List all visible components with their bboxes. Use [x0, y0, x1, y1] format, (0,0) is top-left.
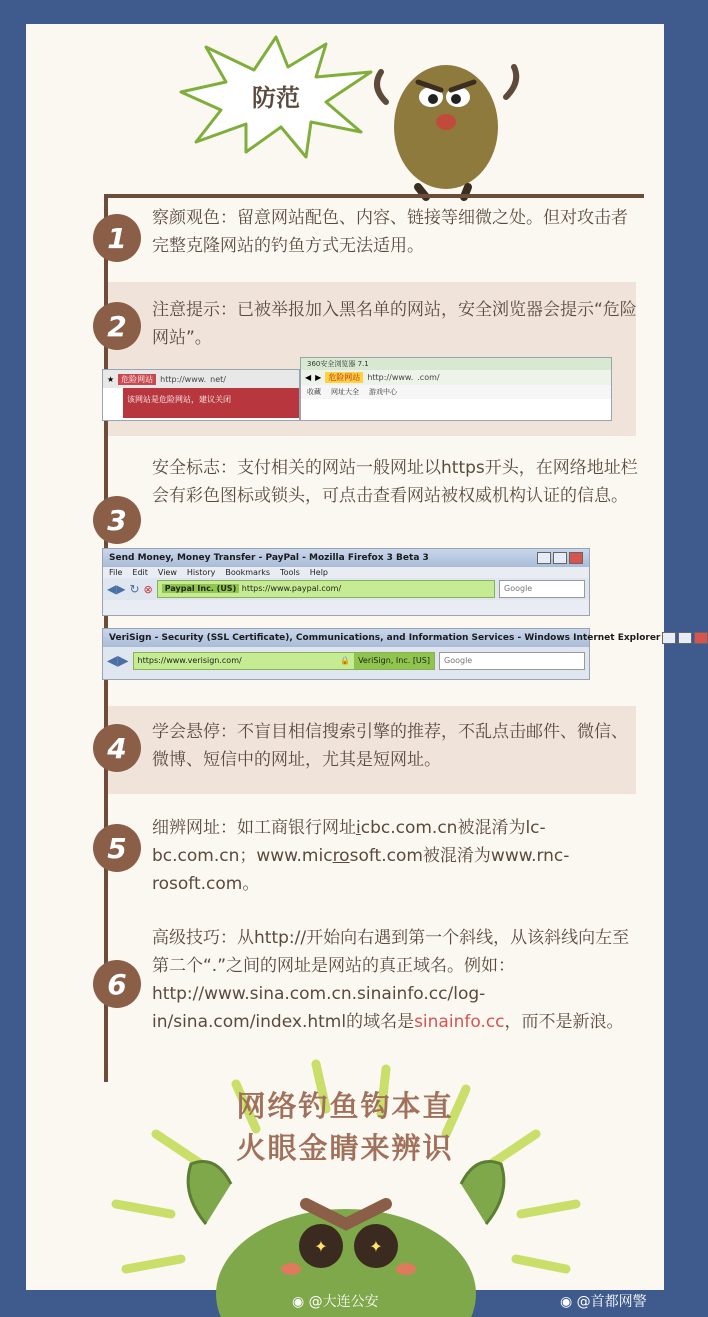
- verisign-address-bar: [133, 652, 435, 670]
- tip5-part-4: soft.com被混淆为www.rnc-rosoft.com。: [152, 846, 570, 894]
- reload-icon: ↻: [129, 582, 140, 596]
- star-icon: ★: [107, 374, 115, 384]
- tip6-suffix: ，而不是新浪。: [504, 1012, 624, 1032]
- slogan-line-2: 火眼金睛来辨识: [236, 1131, 454, 1165]
- back-forward-icon: ◀▶: [107, 582, 126, 596]
- menu-item-4: Bookmarks: [225, 568, 271, 577]
- browser-warning-right: [300, 357, 612, 421]
- close-icon-2: [694, 632, 708, 644]
- danger-warning: 该网站是危险网站，建议关闭: [123, 388, 299, 418]
- tip-number-3: 3: [93, 496, 141, 544]
- paypal-url: https://www.paypal.com/: [241, 584, 342, 593]
- verisign-search: Google: [439, 652, 585, 670]
- tip-text-1: 察颜观色：留意网站配色、内容、链接等细微之处。但对攻击者完整克隆网站的钓鱼方式无法适用。: [152, 208, 628, 256]
- minimize-icon: [537, 552, 551, 564]
- menu-item-3: History: [186, 568, 216, 577]
- watermark-left-text: @大连公安: [308, 1294, 379, 1310]
- lock-icon: 🔒: [340, 656, 351, 665]
- paypal-menu: [103, 567, 589, 578]
- tip5-underline-2: ro: [332, 846, 350, 866]
- close-icon: [569, 552, 583, 564]
- danger-tab-label: 危险网站: [118, 374, 156, 385]
- watermark-left: [292, 1291, 379, 1311]
- right-title: 360安全浏览器 7.1: [301, 358, 611, 370]
- timeline-top: [104, 194, 644, 198]
- maximize-icon: [553, 552, 567, 564]
- tip-number-1: 1: [93, 214, 141, 262]
- tip-text-2: 注意提示：已被举报加入黑名单的网站，安全浏览器会提示“危险网站”。: [152, 300, 637, 348]
- tip6-prefix: 高级技巧：从http://开始向右遇到第一个斜线，从该斜线向左至第二个“.”之间的网址是网站的真正域名。例如：http://www.sina.com.cn.sinainfo.cc/log-in/sina.com/index.html的域名是: [152, 928, 630, 1032]
- right-url: http://www.: [367, 373, 414, 382]
- tip5-underline-1: i: [356, 818, 361, 838]
- slogan-line-1: 网络钓鱼钩本直: [236, 1089, 454, 1123]
- paypal-title: Send Money, Money Transfer - PayPal - Mozilla Firefox 3 Beta 3: [109, 553, 429, 563]
- mascot-illustration: [356, 42, 526, 197]
- tip5-prefix: 细辨网址：如工商银行网址: [152, 818, 356, 838]
- menu-item-0: File: [109, 568, 123, 577]
- tip-number-6: 6: [93, 960, 141, 1008]
- weibo-icon-2: ◉: [560, 1294, 573, 1310]
- menu-item-5: Tools: [280, 568, 300, 577]
- tip-text-4: 学会悬停：不盲目相信搜索引擎的推荐，不乱点击邮件、微信、微博、短信中的网址，尤其是短网址。: [152, 722, 628, 770]
- verisign-url: https://www.verisign.com/: [137, 656, 242, 665]
- svg-text:✦: ✦: [369, 1237, 383, 1256]
- tip-text-6: [152, 924, 638, 1036]
- menu-item-6: Help: [309, 568, 329, 577]
- ie-nav-icon: ◀▶: [107, 653, 129, 669]
- fav-2: 网址大全: [331, 388, 359, 396]
- watermark-right-text: @首都网警: [576, 1294, 647, 1310]
- tip-number-2: 2: [93, 302, 141, 350]
- left-url-end: net/: [210, 374, 226, 384]
- paypal-address-bar: [157, 580, 495, 598]
- verisign-title: VeriSign - Security (SSL Certificate), Communications, and Information Services - Windows Internet Explorer: [109, 633, 661, 643]
- tip-text-5: [152, 814, 638, 898]
- svg-text:✦: ✦: [314, 1237, 328, 1256]
- verisign-browser: [102, 628, 661, 680]
- tip-number-5: 5: [93, 824, 141, 872]
- tip6-highlight: sinainfo.cc: [414, 1012, 505, 1032]
- tip-text-3: 安全标志：支付相关的网站一般网址以https开头，在网络地址栏会有彩色图标或锁头，可点击查看网站被权威机构认证的信息。: [152, 458, 638, 506]
- fav-1: 收藏: [307, 388, 321, 396]
- header-title: 防范: [252, 84, 300, 112]
- menu-item-1: Edit: [132, 568, 148, 577]
- minimize-icon-2: [662, 632, 676, 644]
- left-url: http://www.: [160, 374, 207, 384]
- maximize-icon-2: [678, 632, 692, 644]
- back-icon: ◀: [305, 373, 312, 382]
- tip5-part-2: cbc.com.cn被混淆为lc-bc.com.cn；www.mic: [152, 818, 546, 866]
- poster: [26, 24, 664, 1290]
- paypal-id-badge: Paypal Inc. (US): [162, 584, 239, 593]
- right-danger-tab: 危险网站: [325, 372, 363, 383]
- stop-icon: ⊗: [143, 582, 153, 596]
- paypal-search: Google: [499, 580, 585, 598]
- watermark-right: [560, 1291, 647, 1311]
- menu-item-2: View: [157, 568, 177, 577]
- tip-number-4: 4: [93, 724, 141, 772]
- right-url-end: .com/: [417, 373, 440, 382]
- verisign-badge: VeriSign, Inc. [US]: [354, 653, 434, 669]
- fav-3: 游戏中心: [369, 388, 397, 396]
- paypal-browser: [102, 548, 590, 616]
- forward-icon: ▶: [315, 373, 322, 382]
- browser-warning-left: [102, 369, 300, 421]
- weibo-icon: ◉: [292, 1294, 305, 1310]
